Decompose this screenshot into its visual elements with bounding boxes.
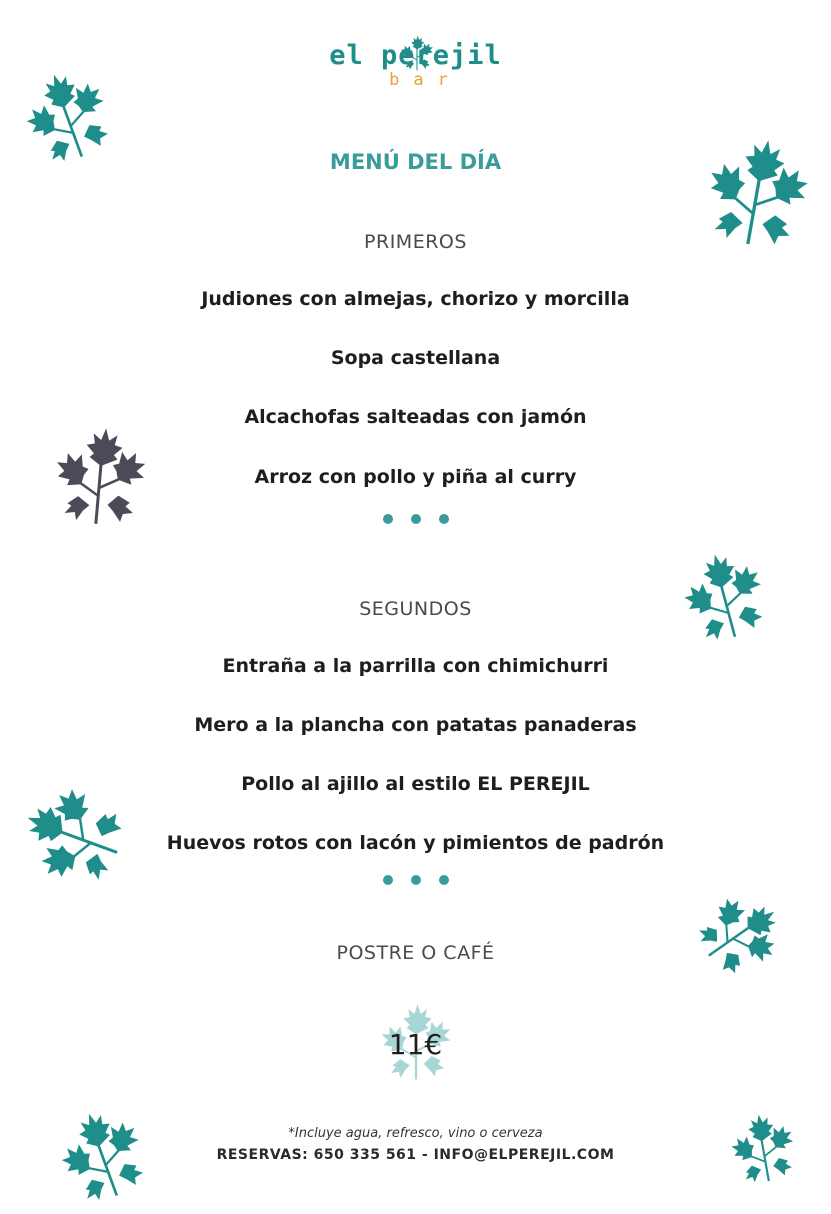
section-primeros-label: PRIMEROS [364, 231, 467, 253]
section-segundos-label: SEGUNDOS [359, 598, 472, 620]
dot [383, 875, 393, 885]
menu-title: MENÚ DEL DÍA [329, 150, 502, 174]
section-postre-label: POSTRE O CAFÉ [336, 942, 495, 964]
includes-note: *Incluye agua, refresco, vino o cerveza [288, 1126, 543, 1141]
logo-name: el perejil [329, 40, 502, 71]
dot [439, 875, 449, 885]
dot-separator [0, 870, 831, 884]
dish-item: Mero a la plancha con patatas panaderas [194, 714, 637, 736]
dish-item: Judiones con almejas, chorizo y morcilla [201, 288, 630, 310]
dot [411, 875, 421, 885]
dot-separator [0, 509, 831, 523]
dish-item: Arroz con pollo y piña al curry [254, 466, 577, 488]
dish-item: Sopa castellana [330, 347, 501, 369]
dot [383, 514, 393, 524]
logo-subtitle: bar [389, 70, 462, 90]
dish-item: Huevos rotos con lacón y pimientos de padrón [166, 832, 665, 854]
parsley-leaf-icon [681, 874, 802, 993]
dish-item: Entraña a la parrilla con chimichurri [222, 655, 609, 677]
reservations-contact: RESERVAS: 650 335 561 - INFO@ELPEREJIL.COM [216, 1147, 615, 1163]
dot [411, 514, 421, 524]
parsley-leaf-icon [669, 536, 780, 655]
dish-item: Pollo al ajillo al estilo EL PEREJIL [241, 773, 590, 795]
dish-item: Alcachofas salteadas con jamón [244, 406, 587, 428]
menu-price: 11€ [388, 1028, 443, 1061]
dot [439, 514, 449, 524]
